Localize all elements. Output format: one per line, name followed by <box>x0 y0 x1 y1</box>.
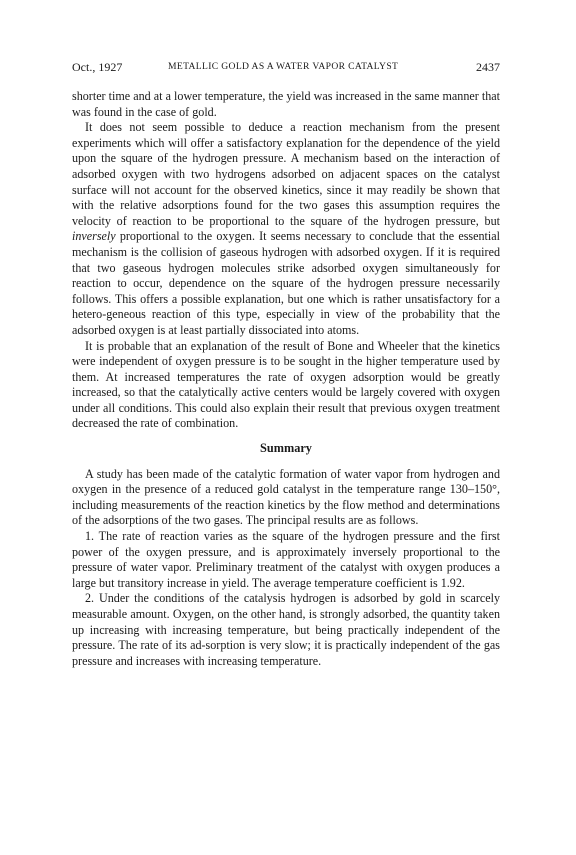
article-body <box>72 89 500 669</box>
paragraph-bone-wheeler: It is probable that an explanation of the result of Bone and Wheeler that the kinetics were independent of oxygen pressure is to be sought in the higher temperature used by them. At increased temperatures the rate of oxygen adsorption would be greatly increased, so that the catalytically active centers would be largely covered with oxygen under all conditions. This could also explain their result that previous oxygen treatment decreased the rate of combination. <box>72 338 500 431</box>
summary-intro: A study has been made of the catalytic formation of water vapor from hydrogen and oxygen in the presence of a reduced gold catalyst in the temperature range 130–150°, including measurements of the reaction kinetics by the flow method and determinations of the adsorptions of the two gases. The principal results are as follows. <box>72 466 500 528</box>
paragraph-mechanism: It does not seem possible to deduce a reaction mechanism from the present experiments which will offer a satisfactory explanation for the dependence of the yield upon the square of the hydrogen pressure. A mechanism based on the interaction of adsorbed oxygen with two hydrogens adsorbed on adjacent spaces on the catalyst surface will not account for the observed kinetics, since it may readily be shown that with the relative adsorptions found for the two gases this assumption requires the velocity of reaction to be proportional to the square of the hydrogen pressure, but inversely proportional to the oxygen. It seems necessary to conclude that the essential mechanism is the collision of gaseous hydrogen with adsorbed oxygen. If it is required that two gaseous hydrogen molecules strike adsorbed oxygen simultaneously for reaction to occur, dependence on the square of the hydrogen pressure necessarily follows. This offers a possible explanation, but one which is rather unsatisfactory for a hetero-geneous reaction of this type, especially in view of the probability that the adsorbed oxygen is at least partially dissociated into atoms. <box>72 120 500 337</box>
emphasized-word: inversely <box>72 229 116 244</box>
paragraph-continuation: shorter time and at a lower temperature, the yield was increased in the same manner that was found in the case of gold. <box>72 89 500 119</box>
summary-heading: Summary <box>260 441 312 456</box>
summary-point-1: 1. The rate of reaction varies as the square of the hydrogen pressure and the first power of the oxygen pressure, and is approximately inversely proportional to the pressure of water vapor. Preliminary treatment of the catalyst with oxygen produces a large but transitory increase in yield. The average temperature coefficient is 1.92. <box>72 529 500 590</box>
header-title: METALLIC GOLD AS A WATER VAPOR CATALYST <box>168 61 399 72</box>
running-head <box>72 60 500 78</box>
header-date: Oct., 1927 <box>72 60 123 74</box>
page-number: 2437 <box>476 60 500 74</box>
summary-point-2: 2. Under the conditions of the catalysis hydrogen is adsorbed by gold in scarcely measurable amount. Oxygen, on the other hand, is strongly adsorbed, the quantity taken up increasing with increasing temperature, but being practically independent of the pressure. The rate of its ad-sorption is very slow; it is practically independent of the gas pressure and increases with increasing temperature. <box>72 591 500 668</box>
